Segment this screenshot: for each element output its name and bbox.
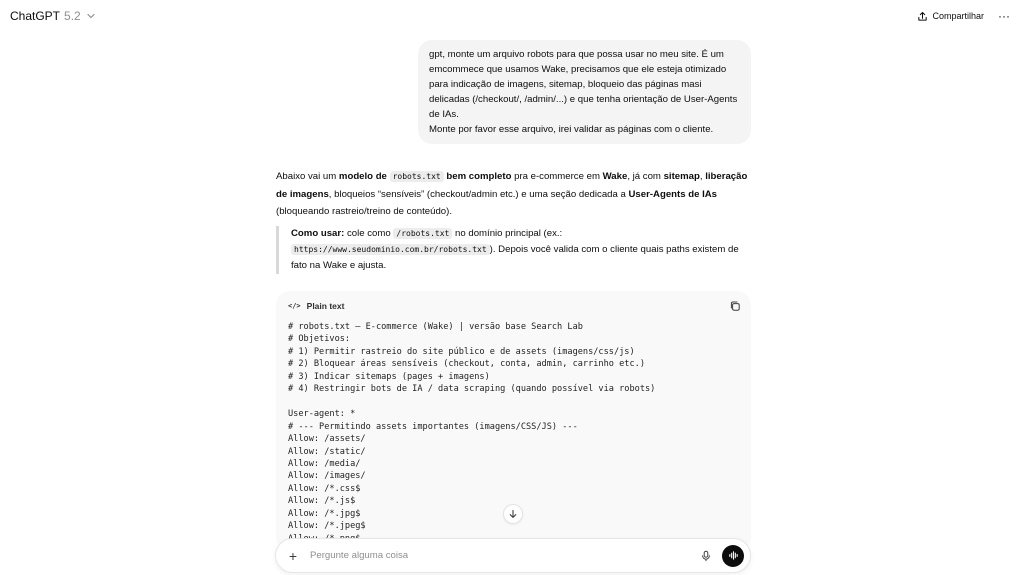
intro-bold: liberação de imagens [276, 171, 748, 200]
code-line: Allow: /media/ [288, 458, 361, 469]
scroll-to-bottom-button[interactable] [503, 504, 523, 524]
code-icon: </> [288, 302, 301, 310]
app-title: ChatGPT [10, 9, 61, 23]
voice-waveform-icon [728, 550, 739, 561]
model-version: 5.2 [64, 9, 81, 23]
inline-code: https://www.seudominio.com.br/robots.txt [291, 244, 490, 255]
code-line [288, 396, 741, 408]
intro-bold: modelo de [338, 171, 390, 182]
code-line: # 3) Indicar sitemaps (pages + imagens) [288, 371, 490, 382]
intro-text: pra e-commerce em [511, 171, 603, 182]
code-language-label: Plain text [306, 301, 345, 311]
code-line: # 4) Restringir bots de IA / data scraping (quando possível via robots) [288, 384, 656, 395]
model-selector[interactable] [10, 9, 96, 23]
code-line: # robots.txt — E-commerce (Wake) | versão base Search Lab [288, 322, 583, 332]
code-line: # Objetivos: [288, 334, 351, 345]
chevron-down-icon [86, 11, 96, 21]
code-line: Allow: /static/ [288, 446, 366, 457]
voice-mode-button[interactable] [722, 545, 744, 567]
top-actions [917, 11, 1010, 22]
code-header [276, 291, 751, 321]
code-line: Allow: /*.jpg$ [288, 508, 361, 519]
share-label: Compartilhar [932, 11, 984, 21]
intro-text: , já com [627, 171, 664, 182]
code-line: Allow: /images/ [288, 471, 366, 482]
quote-text: cole como [344, 228, 394, 239]
intro-bold: bem completo [443, 171, 512, 182]
arrow-down-icon [508, 509, 518, 519]
quote-bold: Como usar: [291, 228, 345, 239]
top-bar [0, 0, 1024, 32]
intro-text: (bloqueando rastreio/treino de conteúdo). [276, 206, 453, 217]
intro-text: Abaixo vai um [276, 171, 339, 182]
user-message: gpt, monte um arquivo robots para que possa usar no meu site. É um emcommece que usamos Wake, precisamos que ele esteja otimizado para indicação de imagens, sitemap, bloqueio das páginas masi delicadas (/checkout/, /admin/...) e que tenha orientação de User-Agents de IAs. Monte por favor esse arquivo, irei validar as páginas com o cliente. [418, 40, 751, 144]
share-button[interactable] [917, 11, 984, 22]
intro-bold: sitemap [663, 171, 700, 182]
composer [275, 538, 751, 573]
inline-code: /robots.txt [393, 228, 452, 239]
code-line: Allow: /*.js$ [288, 496, 356, 507]
code-line: # 1) Permitir rastreio do site público e de assets (imagens/css/js) [288, 346, 635, 357]
prompt-input[interactable] [310, 550, 700, 561]
assistant-intro [276, 168, 752, 221]
quote-text: no domínio principal (ex.: [452, 228, 563, 239]
code-line: # --- Permitindo assets importantes (imagens/CSS/JS) --- [288, 421, 578, 432]
inline-code: robots.txt [390, 171, 444, 182]
intro-text: , [699, 171, 706, 182]
plus-icon[interactable]: + [288, 547, 298, 564]
more-icon[interactable]: ··· [998, 9, 1010, 23]
intro-bold: User-Agents de IAs [628, 188, 717, 200]
code-line: Allow: /*.jpeg$ [288, 521, 366, 532]
share-icon [917, 11, 928, 22]
code-line: # 2) Bloquear áreas sensíveis (checkout, conta, admin, carrinho etc.) [288, 359, 645, 370]
microphone-icon[interactable] [700, 550, 712, 562]
code-line: Allow: /assets/ [288, 434, 366, 445]
quote-text: ). Depois você valida com o cliente quais paths existem de fato na Wake e ajusta. [291, 244, 739, 271]
code-line: Allow: /*.css$ [288, 483, 361, 494]
copy-icon[interactable] [729, 300, 741, 312]
code-line: User-agent: * [288, 409, 356, 420]
intro-text: , bloqueios “sensíveis” (checkout/admin etc.) e uma seção dedicada a [328, 188, 629, 200]
code-language [288, 301, 344, 311]
usage-blockquote [276, 226, 752, 274]
intro-bold: Wake [602, 171, 628, 182]
